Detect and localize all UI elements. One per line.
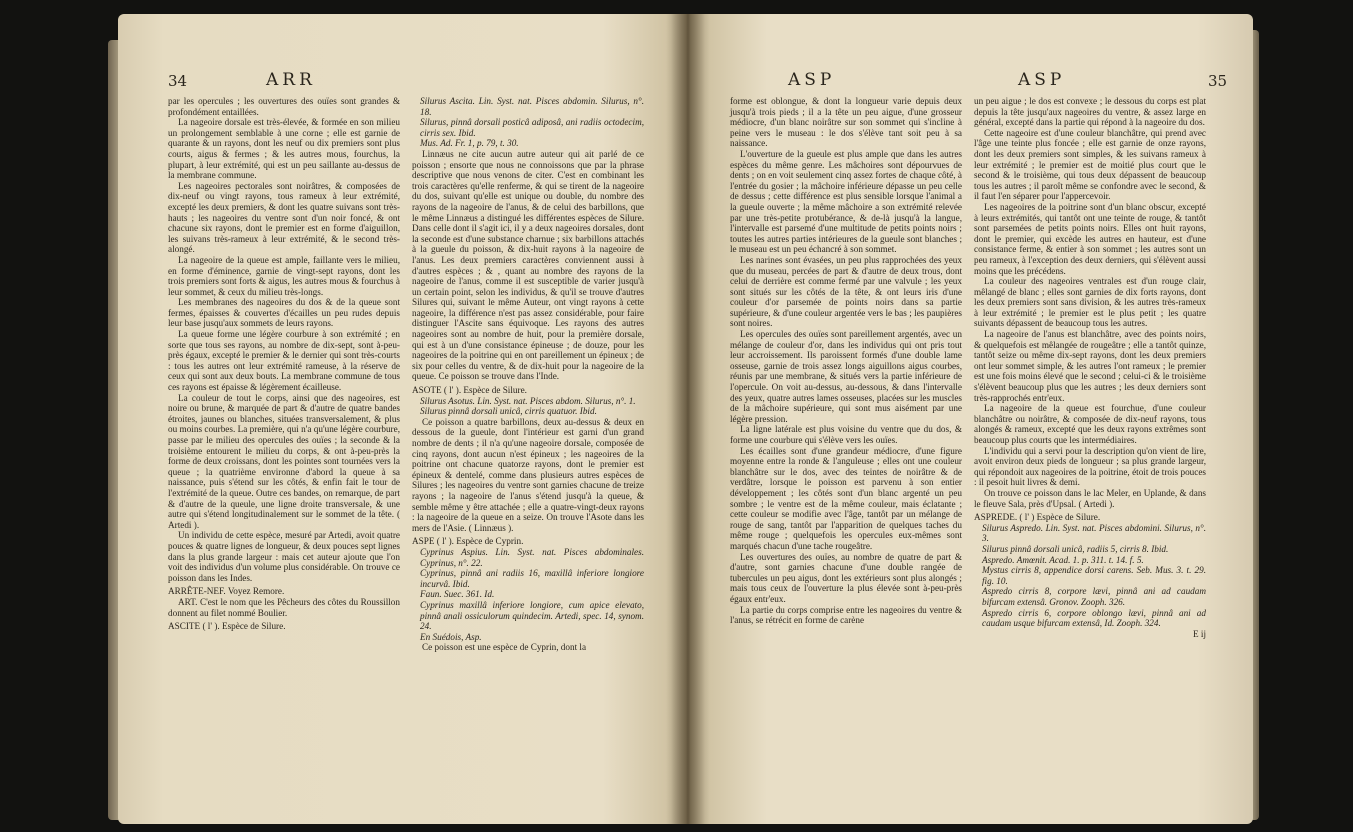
- entry-heading: ASPE ( l' ). Espèce de Cyprin.: [412, 536, 524, 547]
- right-column-1: [730, 96, 962, 626]
- right-page-header: [688, 70, 1253, 94]
- synonym-line: Aspredo cirris 8, corpore lævi, pinnâ ani ad caudam bifurcam extensâ. Gronov. Zooph. 326.: [982, 586, 1206, 607]
- paragraph: forme est oblongue, & dont la longueur varie depuis deux jusqu'à trois pieds ; il a la tête un peu aigue, d'une grosseur médiocre, d'un blanc noirâtre sur son sommet qui s'incline à peine vers le museau : le dos s'élève tant soit peu à sa naissance.: [730, 96, 962, 149]
- left-page-header: [118, 70, 688, 94]
- left-column-1: [168, 96, 400, 632]
- right-column-2: [974, 96, 1206, 639]
- paragraph: ART. C'est le nom que les Pêcheurs des côtes du Roussillon donnent au filet nommé Boulier.: [168, 596, 400, 618]
- right-page: [688, 14, 1253, 824]
- paragraph: Cette nageoire est d'une couleur blanchâtre, qui prend avec l'âge une teinte plus foncée ; elle est garnie de onze rayons, dont les deux premiers sont simples, & les suivans rameux à leur extrémité ; le premier est de moitié plus court que le second & le troisième, qui tous deux dépassent de beaucoup tous les autres ; il paroît même se confondre avec le second, & il faut l'en séparer pour l'appercevoir.: [974, 127, 1206, 202]
- entry-heading: ASCITE ( l' ). Espèce de Silure.: [168, 621, 286, 632]
- synonym-line: Cyprinus Aspius. Lin. Syst. nat. Pisces abdominales. Cyprinus, n°. 22.: [420, 546, 644, 568]
- open-book: [118, 14, 1253, 824]
- entry-heading: ASPREDE. ( l' ) Espèce de Silure.: [974, 512, 1101, 523]
- paragraph: Un individu de cette espèce, mesuré par Artedi, avoit quatre pouces & quatre lignes de longueur, & deux pouces sept lignes dans la plus grande largeur : mais cet auteur ajoute que l'on voit des individus d'un volume plus considérable. On trouve ce poisson dans les Indes.: [168, 530, 400, 583]
- synonym-line: Cyprinus, pinnâ ani radiis 16, maxillâ inferiore longiore incurvâ. Ibid.: [420, 568, 644, 589]
- paragraph: un peu aigue ; le dos est convexe ; le dessous du corps est plat depuis la tête jusqu'aux nageoires du ventre, & assez large en général, excepté dans la partie qui répond à la nageoire du dos.: [974, 96, 1206, 128]
- paragraph: La nageoire de la queue est fourchue, d'une couleur blanchâtre ou noirâtre, & composée de dix-neuf rayons, tous alongés & rameux, excepté que les deux rayons extrêmes sont beaucoup plus courts que les intermédiaires.: [974, 403, 1206, 445]
- paragraph: La couleur de tout le corps, ainsi que des nageoires, est noire ou brune, & marquée de part & d'autre de quatre bandes étroites, jaunes ou blanches, situées transversalement, & plus ou moins courbes. La première, qui n'a qu'une légère courbure, passe par le milieu des opercules des ouïes ; la seconde & la troisième entourent le milieu du corps, & ont à-peu-près la forme de deux croissans, dont les pointes sont tournées vers la queue ; la quatrième environne d'abord la queue à sa naissance, puis s'étend sur les côtés, & enfin fait le tour de l'extrémité de la queue. Outre ces bandes, on remarque, de part & d'autre de la queule, une ligne droite transversale, & une autre qui s'étend longitudinalement sur le sommet de la tête. ( Artedi ).: [168, 392, 400, 530]
- synonym-line: Silurus, pinnâ dorsali posticâ adiposâ, ani radiis octodecim, cirris sex. Ibid.: [420, 117, 644, 138]
- paragraph: La ligne latérale est plus voisine du ventre que du dos, & forme une courbure qui s'élève vers les ouïes.: [730, 424, 962, 445]
- left-column-2: [412, 96, 644, 653]
- synonym-line: Cyprinus maxillâ inferiore longiore, cum apice elevato, pinnâ anali ossiculorum quindecim. Artedi, spec. 14, synom. 24.: [420, 599, 644, 632]
- synonym-line: En Suédois, Asp.: [420, 631, 482, 642]
- paragraph: La nageoire de la queue est ample, faillante vers le milieu, en forme d'éminence, garnie de vingt-sept rayons, dont les trois premiers sont forts & aigus, les autres mous & fourchus à leur sommet, & ceux du milieu très-longs.: [168, 254, 400, 297]
- paragraph: Les opercules des ouïes sont pareillement argentés, avec un mélange de couleur d'or, dans les individus qui ont pris tout leur accroissement. Ils paroissent formés d'une double lame osseuse, garnie de trois assez longs aiguillons aigus courbes, réunis par une membrane, & situés vers la partie inférieure de l'opercule. On voit au-dessus, au-dessous, & dans l'intervalle des yeux, quatre autres lames osseuses, placées sur les muscles de la mâchoire supérieure, qui sont mus aisément par une légère pression.: [730, 329, 962, 424]
- paragraph: La nageoire dorsale est très-élevée, & formée en son milieu un prolongement semblable à une corne ; elle est garnie de quarante & un rayons, dont les neuf ou dix premiers sont plus courts, aigus & fermes ; & les autres mous, fourchus, la plupart, à leur extrémité, qui est un peu saillante au-dessus de la membrane commune.: [168, 117, 400, 181]
- paragraph: Les narines sont évasées, un peu plus rapprochées des yeux que du museau, percées de part & d'autre de deux trous, dont celui de derrière est comme fermé par une valvule ; les yeux sont situés sur les côtés de la tête, & ont leurs iris d'une couleur d'or parsemée de points noirs dans sa partie supérieure, & d'une couleur argentée vers le bas ; les paupières sont noires.: [730, 254, 962, 329]
- synonym-line: Silurus Ascita. Lin. Syst. nat. Pisces abdomin. Silurus, n°. 18.: [420, 96, 644, 117]
- running-head-right-2: ASP: [1018, 70, 1066, 90]
- synonym-line: Silurus Asotus. Lin. Syst. nat. Pisces abdom. Silurus, n°. 1.: [420, 395, 636, 406]
- synonym-line: Mus. Ad. Fr. 1, p. 79, t. 30.: [420, 138, 519, 149]
- paragraph: L'ouverture de la gueule est plus ample que dans les autres espèces du même genre. Les mâchoires sont dépourvues de dents ; on en voit seulement cinq assez fortes de chaque côté, à l'entrée du gosier ; la mâchoire inférieure dépasse un peu celle de dessus ; cette différence est plus sensible lorsque l'animal a la gueule ouverte ; la même mâchoire a son extrémité relevée par une très-petite protubérance, & de-là jusqu'à la langue, l'intervalle est parsemé d'une multitude de petits points noirs ; toutes les autres parties intérieures de la gueule sont blanches ; le museau est un peu échancré à son sommet.: [730, 148, 962, 255]
- entry-heading: ARRÊTE-NEF. Voyez Remore.: [168, 586, 285, 597]
- paragraph: Les nageoires pectorales sont noirâtres, & composées de dix-neuf ou vingt rayons, tous rameux à leur extrémité, excepté les deux premiers, & dont les quatre suivans sont très-hauts ; les nageoires du ventre sont d'un noir foncé, & ont chacune six rayons, dont le premier est en forme d'aiguillon, les suivans très-rameux à leur extrémité, & le second très-alongé.: [168, 180, 400, 255]
- paragraph: La partie du corps comprise entre les nageoires du ventre & l'anus, se rétrécit en forme de carène: [730, 604, 962, 626]
- running-head-left: ARR: [266, 70, 316, 90]
- entry-heading: ASOTE ( l' ). Espèce de Silure.: [412, 385, 527, 396]
- signature-mark: E ij: [1192, 628, 1206, 639]
- synonym-line: Silurus pinnâ dorsali unicâ, cirris quatuor. Ibid.: [420, 406, 597, 417]
- paragraph: par les opercules ; les ouvertures des ouïes sont grandes & profondément entaillées.: [168, 96, 400, 117]
- paragraph: La nageoire de l'anus est blanchâtre, avec des points noirs, & quelquefois est mêlangée de rougeâtre ; elle a tantôt quinze, tantôt seize ou même dix-sept rayons, dont les deux premiers ont leur sommet simple, & les autres l'ont rameux ; le premier est une fois moins élevé que le second ; celui-ci & le troisième s'élèvent beaucoup plus que les autres ; les deux derniers sont très-rapprochés entr'eux.: [974, 329, 1206, 403]
- synonym-line: Silurus Aspredo. Lin. Syst. nat. Pisces abdomini. Silurus, n°. 3.: [982, 522, 1206, 544]
- left-page: [118, 14, 688, 824]
- paragraph: La queue forme une légère courbure à son extrémité ; en sorte que tous ses rayons, au nombre de dix-sept, sont à-peu-près égaux, excepté le premier & le dernier qui sont très-courts : tous les autres ont leur extrémité rameuse, à la réserve de ceux qui sont aux deux bouts. La membrane commune de tous ces rayons est épaisse & légèrement écailleuse.: [168, 329, 400, 393]
- paragraph: Les nageoires de la poitrine sont d'un blanc obscur, excepté à leurs extrémités, qui tantôt ont une teinte de rouge, & tantôt sont parsemées de petits points noirs. Elles ont huit rayons, dont le premier, qui excède les autres en hauteur, est d'une consistance ferme, & entier à son sommet ; les autres sont un peu rameux, à l'exception des deux derniers, qui s'élèvent aussi moins que les précédens.: [974, 201, 1206, 276]
- synonym-line: Silurus pinnâ dorsali unicâ, radiis 5, cirris 8. Ibid.: [982, 543, 1169, 554]
- page-number-left: 34: [168, 72, 188, 90]
- paragraph: La couleur des nageoires ventrales est d'un rouge clair, mêlangé de blanc ; elles sont garnies de dix forts rayons, dont les deux premiers sont sans division, & les autres très-rameux à leur extrémité ; le premier est le plus petit ; les quatre suivants dépassent de beaucoup tous les autres.: [974, 276, 1206, 329]
- page-number-right: 35: [1208, 72, 1228, 90]
- paragraph: Ce poisson a quatre barbillons, deux au-dessus & deux en dessous de la gueule, dont l'intérieur est garni d'un grand nombre de dents ; il n'a qu'une nageoire dorsale, composée de cinq rayons, dont aucun n'est épineux ; les nageoires de la poitrine ont chacune quatorze rayons, dont le premier est épineux & dentelé, comme dans plusieurs autres espèces de Silures ; les nageoires du ventre sont garnies chacune de treize rayons ; la nageoire de l'anus s'étend jusqu'à la queue, & semble même y être attachée ; elle a quatre-vingt-deux rayons : la nageoire de la queue en a seize. On trouve l'Asote dans les mers de l'Asie. ( Linnæus ).: [412, 416, 644, 533]
- paragraph: Les ouvertures des ouïes, au nombre de quatre de part & d'autre, sont garnies chacune d'une double rangée de tubercules un peu aigus, dont les extérieurs sont plus alongés ; mais tous ceux de l'ouverture la plus élevée sont à-peu-près égaux entr'eux.: [730, 551, 962, 604]
- paragraph: On trouve ce poisson dans le lac Meler, en Uplande, & dans le fleuve Sala, près d'Upsal. ( Artedi ).: [974, 487, 1206, 509]
- synonym-line: Faun. Suec. 361. Id.: [420, 589, 495, 600]
- synonym-line: Aspredo. Amœnit. Acad. 1. p. 311. t. 14. f. 5.: [982, 554, 1144, 565]
- paragraph: Les écailles sont d'une grandeur médiocre, d'une figure moyenne entre la ronde & l'anguleuse ; elles ont une couleur blanchâtre sur le dos, avec des teintes de noirâtre & de verdâtre, lorsque le poisson est parvenu à son entier développement ; les côtés sont d'un blanc argenté un peu sombre ; le ventre est de la même couleur, mais éclatante ; cette couleur se modifie avec l'âge, tantôt par un mélange de rouge de sang, tantôt par l'apparition de quelques taches du même rouge ; quelquefois les opercules eux-mêmes sont marqués chacun d'une tache rougeâtre.: [730, 445, 962, 551]
- synonym-line: Aspredo cirris 6, corpore oblongo lævi, pinnâ ani ad caudam usque bifurcam extensâ, Id. Zooph. 324.: [982, 607, 1206, 629]
- paragraph: L'individu qui a servi pour la description qu'on vient de lire, avoit environ deux pieds de longueur ; sa plus grande largeur, qui répondoit aux nageoires de la poitrine, étoit de trois pouces : il pesoit huit livres & demi.: [974, 445, 1206, 488]
- running-head-right: ASP: [788, 70, 836, 90]
- paragraph: Ce poisson est une espèce de Cyprin, dont la: [422, 642, 587, 653]
- synonym-line: Mystus cirris 8, appendice dorsi carens. Seb. Mus. 3. t. 29. fig. 10.: [982, 565, 1206, 586]
- paragraph: Linnæus ne cite aucun autre auteur qui ait parlé de ce poisson ; ensorte que nous ne connoissons que par la phrase descriptive que nous venons de citer. C'est en combinant les trois caractères qu'elle renferme, & qui se tirent de la nageoire du dos, suivant qu'elle est unique ou double, du nombre des rayons de la nageoire de l'anus, & de celui des barbillons, que le même Linnæus a distingué les différentes espèces de Silure. Dans celle dont il s'agit ici, il y a deux nageoires dorsales, dont la seconde est d'une substance charnue ; six barbillons attachés à la gueule du poisson, & dix-huit rayons à la nageoire de l'anus. Les deux premiers caractères conviennent aussi à d'autres espèces ; & , quant au nombre des rayons de la nageoire de l'anus, comme il est susceptible de varier jusqu'à un certain point, selon les individus, & qu'il se trouve d'autres Silures qui, suivant le même Auteur, ont vingt rayons à cette nageoire, la différence n'est pas assez considérable, pour faire distinguer l'Ascite sans équivoque. Les rayons des autres nageoires sont au nombre de huit, pour la première dorsale, qui est à un d'une consistance épineuse ; de douze, pour les nageoires de la poitrine qui en ont pareillement un épineux ; de six pour celles du ventre, & de dix-huit pour la nageoire de la queue. Ce poisson se trouve dans l'Inde.: [412, 148, 644, 382]
- paragraph: Les membranes des nageoires du dos & de la queue sont fermes, épaisses & couvertes d'écailles un peu rudes depuis leur base jusqu'aux sommets de leurs rayons.: [168, 297, 400, 329]
